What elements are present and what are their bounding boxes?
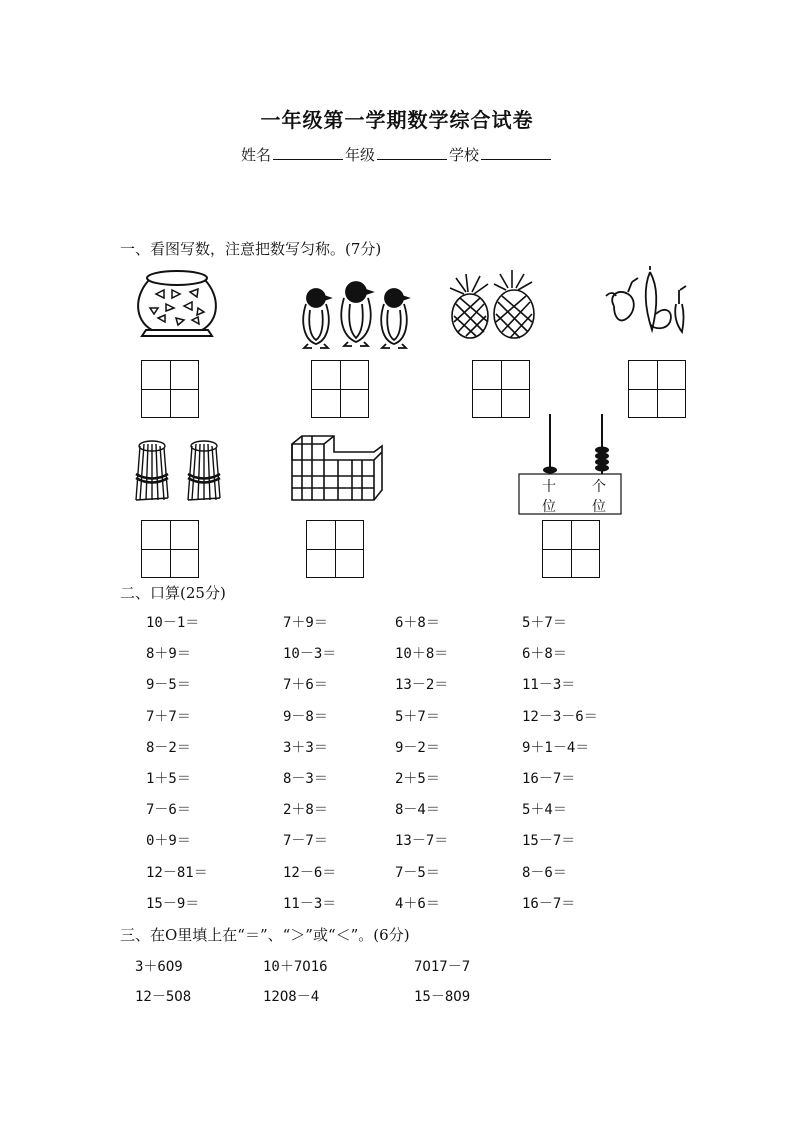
calc-item: 8－3＝ bbox=[283, 771, 328, 787]
calc-item: 10－1＝ bbox=[146, 615, 200, 631]
calc-item: 13－2＝ bbox=[395, 677, 449, 694]
calc-item: 7＋6＝ bbox=[283, 677, 328, 694]
calc-item: 4＋6＝ bbox=[395, 895, 440, 912]
abacus-tens-label: 十 位 bbox=[542, 479, 556, 515]
calc-item: 12－6＝ bbox=[283, 864, 337, 881]
calc-item: 9－8＝ bbox=[283, 708, 328, 725]
school-field[interactable] bbox=[481, 145, 551, 160]
calc-item: 5＋7＝ bbox=[522, 615, 567, 631]
abacus-icon bbox=[518, 412, 622, 516]
page-title: 一年级第一学期数学综合试卷 bbox=[260, 108, 534, 132]
calc-item: 8－4＝ bbox=[395, 802, 440, 819]
calc-item: 0＋9＝ bbox=[146, 833, 191, 850]
abacus-ones-label: 个 位 bbox=[592, 479, 606, 515]
compare-item[interactable]: 12－5O8 bbox=[135, 989, 192, 1005]
section1-heading: 一、看图写数，注意把数写匀称。(7分) bbox=[120, 240, 382, 258]
calc-item: 15－9＝ bbox=[146, 895, 200, 912]
calc-item: 16－7＝ bbox=[522, 895, 576, 912]
answer-box-penguins[interactable] bbox=[311, 360, 369, 418]
calc-item: 6＋8＝ bbox=[395, 615, 440, 631]
pineapples-icon bbox=[444, 270, 542, 342]
compare-item[interactable]: 15－8O9 bbox=[414, 989, 471, 1005]
vase-icon bbox=[132, 268, 222, 340]
calc-item: 9－5＝ bbox=[146, 677, 191, 694]
calc-item: 7－5＝ bbox=[395, 864, 440, 881]
section2-heading: 二、口算(25分) bbox=[120, 584, 226, 602]
calc-item: 10－3＝ bbox=[283, 646, 337, 663]
section3-heading: 三、在O里填上在“＝”、“＞”或“＜”。(6分) bbox=[120, 926, 410, 944]
calc-item: 7－7＝ bbox=[283, 833, 328, 850]
grade-field[interactable] bbox=[377, 145, 447, 160]
compare-item[interactable]: 3＋6O9 bbox=[135, 959, 183, 975]
student-info-line bbox=[0, 144, 794, 165]
answer-box-peppers[interactable] bbox=[628, 360, 686, 418]
calc-item: 8－6＝ bbox=[522, 864, 567, 881]
compare-item[interactable]: 7O17－7 bbox=[414, 959, 471, 975]
cube-blocks-icon bbox=[290, 430, 386, 502]
calc-item: 3＋3＝ bbox=[283, 739, 328, 756]
calc-item: 6＋8＝ bbox=[522, 646, 567, 663]
calc-item: 13－7＝ bbox=[395, 833, 449, 850]
calc-item: 5＋4＝ bbox=[522, 802, 567, 819]
calc-item: 11－3＝ bbox=[522, 677, 576, 694]
answer-box-vase[interactable] bbox=[141, 360, 199, 418]
calc-item: 9＋1－4＝ bbox=[522, 739, 590, 756]
school-label: 学校 bbox=[449, 146, 480, 164]
calc-item: 7＋7＝ bbox=[146, 708, 191, 725]
answer-box-cubes[interactable] bbox=[306, 520, 364, 578]
calc-item: 7－6＝ bbox=[146, 802, 191, 819]
calc-item: 1＋5＝ bbox=[146, 771, 191, 787]
calc-item: 5＋7＝ bbox=[395, 708, 440, 725]
answer-box-pineapples[interactable] bbox=[472, 360, 530, 418]
calc-item: 8＋9＝ bbox=[146, 646, 191, 663]
calc-item: 16－7＝ bbox=[522, 771, 576, 787]
penguins-icon bbox=[298, 280, 412, 348]
calc-item: 8－2＝ bbox=[146, 739, 191, 756]
calc-item: 7＋9＝ bbox=[283, 615, 328, 631]
answer-box-sticks[interactable] bbox=[141, 520, 199, 578]
calc-item: 12－3－6＝ bbox=[522, 708, 598, 725]
calc-item: 2＋5＝ bbox=[395, 771, 440, 787]
calc-item: 9－2＝ bbox=[395, 739, 440, 756]
calc-item: 2＋8＝ bbox=[283, 802, 328, 819]
calc-item: 12－81＝ bbox=[146, 864, 208, 881]
peppers-icon bbox=[604, 266, 696, 336]
answer-box-abacus[interactable] bbox=[542, 520, 600, 578]
calc-item: 11－3＝ bbox=[283, 895, 337, 912]
grade-label: 年级 bbox=[344, 146, 375, 164]
calc-item: 10＋8＝ bbox=[395, 646, 449, 663]
compare-item[interactable]: 12O8－4 bbox=[263, 989, 320, 1005]
stick-bundles-icon bbox=[132, 440, 232, 504]
calc-item: 15－7＝ bbox=[522, 833, 576, 850]
name-label: 姓名 bbox=[240, 146, 271, 164]
name-field[interactable] bbox=[273, 145, 343, 160]
compare-item[interactable]: 10＋7O16 bbox=[263, 959, 328, 975]
